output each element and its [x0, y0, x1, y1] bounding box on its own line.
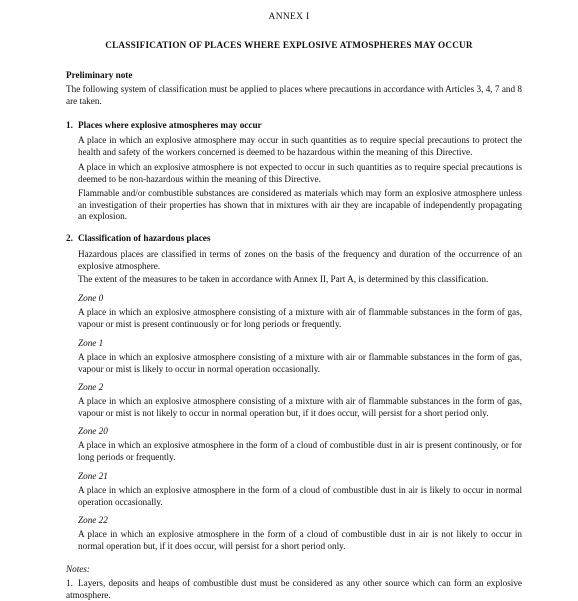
zone-description: A place in which an explosive atmosphere in the form of a cloud of combustible dust in air is likely to occur in normal operation occasionally. — [78, 485, 522, 507]
section-2-paragraph: The extent of the measures to be taken in accordance with Annex II, Part A, is determined by this classification. — [78, 274, 489, 284]
annex-label: ANNEX I — [268, 12, 310, 22]
note-item: 1. Layers, deposits and heaps of combustible dust must be considered as any other source which can form an explosive atmosphere. — [66, 578, 522, 600]
zone-description: A place in which an explosive atmosphere consisting of a mixture with air of flammable substances in the form of gas, vapour or mist is not likely to occur in normal operation but, if it does occur, will persist for a short period only. — [78, 396, 522, 418]
zone-title: Zone 1 — [78, 338, 104, 348]
notes-heading: Notes: — [66, 564, 90, 574]
section-1-paragraph: A place in which an explosive atmosphere is not expected to occur in such quantities as to require special precautions is deemed to be non-hazardous within the meaning of this Directive. — [78, 162, 522, 184]
section-1-paragraph: Flammable and/or combustible substances are considered as materials which may form an explosive atmosphere unless an investigation of their properties has shown that in mixtures with air they are incapable of independently propagating an explosion. — [78, 188, 522, 221]
zone-description: A place in which an explosive atmosphere in the form of a cloud of combustible dust in air is not likely to occur in normal operation but, if it does occur, will persist for a short period only. — [78, 529, 522, 551]
section-1-paragraph: A place in which an explosive atmosphere may occur in such quantities as to require special precautions to protect the health and safety of the workers concerned is deemed to be hazardous within the meaning of this Directive. — [78, 135, 522, 157]
zone-title: Zone 20 — [78, 426, 108, 436]
preliminary-text: The following system of classification must be applied to places where precautions in accordance with Articles 3, 4, 7 and 8 are taken. — [66, 84, 522, 106]
zone-description: A place in which an explosive atmosphere in the form of a cloud of combustible dust in air is present continously, or for long periods or frequently. — [78, 440, 522, 462]
zone-title: Zone 22 — [78, 515, 108, 525]
zone-title: Zone 2 — [78, 382, 104, 392]
document-title: CLASSIFICATION OF PLACES WHERE EXPLOSIVE ATMOSPHERES MAY OCCUR — [105, 40, 473, 50]
zone-title: Zone 21 — [78, 471, 108, 481]
zone-title: Zone 0 — [78, 293, 104, 303]
zone-description: A place in which an explosive atmosphere consisting of a mixture with air of flammable substances in the form of gas, vapour or mist is present continuously or for long periods or frequently. — [78, 307, 522, 329]
preliminary-heading: Preliminary note — [66, 70, 133, 80]
section-2-heading: 2. Classification of hazardous places — [66, 233, 211, 243]
section-2-paragraph: Hazardous places are classified in terms of zones on the basis of the frequency and duration of the occurrence of an explosive atmosphere. — [78, 249, 522, 271]
zone-description: A place in which an explosive atmosphere consisting of a mixture with air or flammable substances in the form of gas, vapour or mist is likely to occur in normal operation occasionally. — [78, 352, 522, 374]
section-1-heading: 1. Places where explosive atmospheres may occur — [66, 120, 262, 130]
